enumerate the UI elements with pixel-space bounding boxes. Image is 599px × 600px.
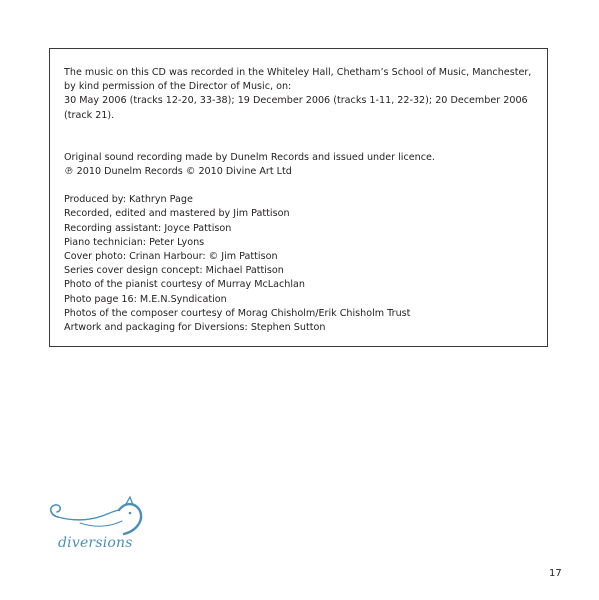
credit-line: Series cover design concept: Michael Pattison [64, 265, 284, 277]
recording-paragraph [64, 66, 541, 123]
copyright-line: ℗ 2010 Dunelm Records © 2010 Divine Art Ltd [64, 166, 292, 178]
logo-wordmark: diversions [58, 535, 133, 551]
cat-swirl-logo-icon [40, 495, 150, 539]
recording-line: by kind permission of the Director of Music, on: [64, 81, 292, 93]
credit-line: Piano technician: Peter Lyons [64, 236, 205, 248]
recording-line: (track 21). [64, 109, 115, 121]
diversions-logo [40, 495, 150, 559]
credits-box [49, 48, 548, 347]
credit-line: Recorded, edited and mastered by Jim Pattison [64, 208, 290, 220]
licence-line: Original sound recording made by Dunelm Records and issued under licence. [64, 151, 435, 163]
credit-line: Recording assistant: Joyce Pattison [64, 222, 232, 234]
credit-line: Photo of the pianist courtesy of Murray McLachlan [64, 279, 305, 291]
recording-line: 30 May 2006 (tracks 12-20, 33-38); 19 December 2006 (tracks 1-11, 22-32); 20 December 2006 [64, 95, 528, 107]
recording-line: The music on this CD was recorded in the Whiteley Hall, Chetham’s School of Music, Manchester, [64, 67, 532, 78]
page-number: 17 [549, 568, 562, 579]
credits-list [64, 193, 541, 335]
credit-line: Photos of the composer courtesy of Morag Chisholm/Erik Chisholm Trust [64, 307, 411, 319]
credit-line: Produced by: Kathryn Page [64, 194, 193, 206]
credit-line: Photo page 16: M.E.N.Syndication [64, 293, 227, 305]
credit-line: Artwork and packaging for Diversions: Stephen Sutton [64, 322, 326, 334]
licence-paragraph [64, 151, 541, 179]
credit-line: Cover photo: Crinan Harbour: © Jim Pattison [64, 251, 278, 263]
